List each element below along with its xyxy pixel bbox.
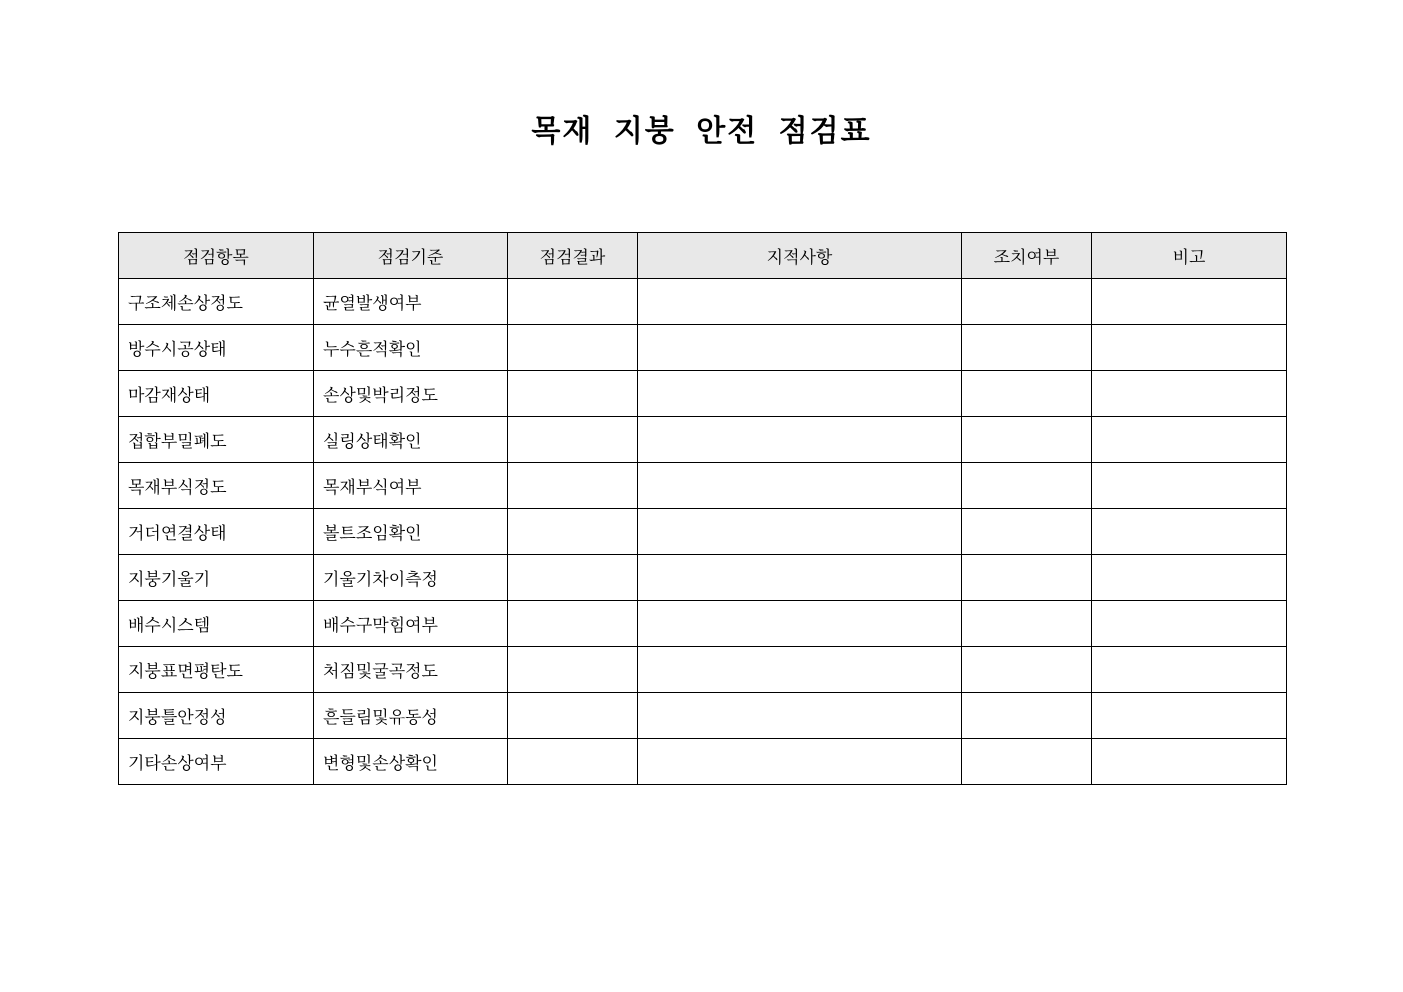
remarks-cell bbox=[1092, 279, 1287, 325]
table-row bbox=[119, 509, 1287, 555]
column-header-criteria: 점검기준 bbox=[314, 233, 508, 279]
remarks-cell bbox=[1092, 325, 1287, 371]
remarks-cell bbox=[1092, 693, 1287, 739]
column-header-action: 조치여부 bbox=[962, 233, 1092, 279]
remarks-cell bbox=[1092, 371, 1287, 417]
column-header-findings: 지적사항 bbox=[638, 233, 962, 279]
column-header-item: 점검항목 bbox=[119, 233, 314, 279]
table-row bbox=[119, 279, 1287, 325]
table-row bbox=[119, 371, 1287, 417]
findings-cell bbox=[638, 693, 962, 739]
action-taken-cell bbox=[962, 601, 1092, 647]
table-row bbox=[119, 325, 1287, 371]
remarks-cell bbox=[1092, 463, 1287, 509]
inspection-result-cell bbox=[508, 647, 638, 693]
table-row bbox=[119, 739, 1287, 785]
inspection-criteria-cell: 배수구막힘여부 bbox=[314, 601, 508, 647]
table-row bbox=[119, 647, 1287, 693]
inspection-table bbox=[118, 232, 1287, 785]
table-row bbox=[119, 693, 1287, 739]
action-taken-cell bbox=[962, 279, 1092, 325]
action-taken-cell bbox=[962, 509, 1092, 555]
table-body bbox=[119, 279, 1287, 785]
inspection-result-cell bbox=[508, 279, 638, 325]
remarks-cell bbox=[1092, 601, 1287, 647]
column-header-result: 점검결과 bbox=[508, 233, 638, 279]
inspection-criteria-cell: 목재부식여부 bbox=[314, 463, 508, 509]
inspection-criteria-cell: 흔들림및유동성 bbox=[314, 693, 508, 739]
inspection-result-cell bbox=[508, 417, 638, 463]
remarks-cell bbox=[1092, 647, 1287, 693]
table-row bbox=[119, 417, 1287, 463]
remarks-cell bbox=[1092, 417, 1287, 463]
inspection-result-cell bbox=[508, 509, 638, 555]
remarks-cell bbox=[1092, 555, 1287, 601]
inspection-result-cell bbox=[508, 371, 638, 417]
inspection-criteria-cell: 균열발생여부 bbox=[314, 279, 508, 325]
findings-cell bbox=[638, 739, 962, 785]
inspection-item-cell: 마감재상태 bbox=[119, 371, 314, 417]
inspection-result-cell bbox=[508, 693, 638, 739]
action-taken-cell bbox=[962, 463, 1092, 509]
findings-cell bbox=[638, 509, 962, 555]
inspection-result-cell bbox=[508, 463, 638, 509]
inspection-item-cell: 기타손상여부 bbox=[119, 739, 314, 785]
inspection-item-cell: 구조체손상정도 bbox=[119, 279, 314, 325]
findings-cell bbox=[638, 601, 962, 647]
remarks-cell bbox=[1092, 509, 1287, 555]
inspection-criteria-cell: 손상및박리정도 bbox=[314, 371, 508, 417]
inspection-criteria-cell: 기울기차이측정 bbox=[314, 555, 508, 601]
inspection-criteria-cell: 볼트조임확인 bbox=[314, 509, 508, 555]
inspection-item-cell: 접합부밀폐도 bbox=[119, 417, 314, 463]
findings-cell bbox=[638, 417, 962, 463]
inspection-item-cell: 배수시스템 bbox=[119, 601, 314, 647]
inspection-criteria-cell: 누수흔적확인 bbox=[314, 325, 508, 371]
inspection-result-cell bbox=[508, 325, 638, 371]
inspection-item-cell: 목재부식정도 bbox=[119, 463, 314, 509]
inspection-criteria-cell: 변형및손상확인 bbox=[314, 739, 508, 785]
table-header-row bbox=[119, 233, 1287, 279]
action-taken-cell bbox=[962, 555, 1092, 601]
inspection-result-cell bbox=[508, 555, 638, 601]
table-row bbox=[119, 601, 1287, 647]
table-row bbox=[119, 555, 1287, 601]
column-header-remarks: 비고 bbox=[1092, 233, 1287, 279]
findings-cell bbox=[638, 647, 962, 693]
table-row bbox=[119, 463, 1287, 509]
remarks-cell bbox=[1092, 739, 1287, 785]
action-taken-cell bbox=[962, 739, 1092, 785]
findings-cell bbox=[638, 325, 962, 371]
inspection-result-cell bbox=[508, 739, 638, 785]
action-taken-cell bbox=[962, 647, 1092, 693]
action-taken-cell bbox=[962, 693, 1092, 739]
inspection-item-cell: 지붕표면평탄도 bbox=[119, 647, 314, 693]
action-taken-cell bbox=[962, 325, 1092, 371]
inspection-item-cell: 방수시공상태 bbox=[119, 325, 314, 371]
findings-cell bbox=[638, 279, 962, 325]
document-title: 목재 지붕 안전 점검표 bbox=[531, 114, 872, 149]
inspection-item-cell: 지붕기울기 bbox=[119, 555, 314, 601]
inspection-criteria-cell: 처짐및굴곡정도 bbox=[314, 647, 508, 693]
action-taken-cell bbox=[962, 371, 1092, 417]
findings-cell bbox=[638, 555, 962, 601]
findings-cell bbox=[638, 463, 962, 509]
inspection-item-cell: 거더연결상태 bbox=[119, 509, 314, 555]
inspection-item-cell: 지붕틀안정성 bbox=[119, 693, 314, 739]
inspection-criteria-cell: 실링상태확인 bbox=[314, 417, 508, 463]
inspection-result-cell bbox=[508, 601, 638, 647]
action-taken-cell bbox=[962, 417, 1092, 463]
findings-cell bbox=[638, 371, 962, 417]
